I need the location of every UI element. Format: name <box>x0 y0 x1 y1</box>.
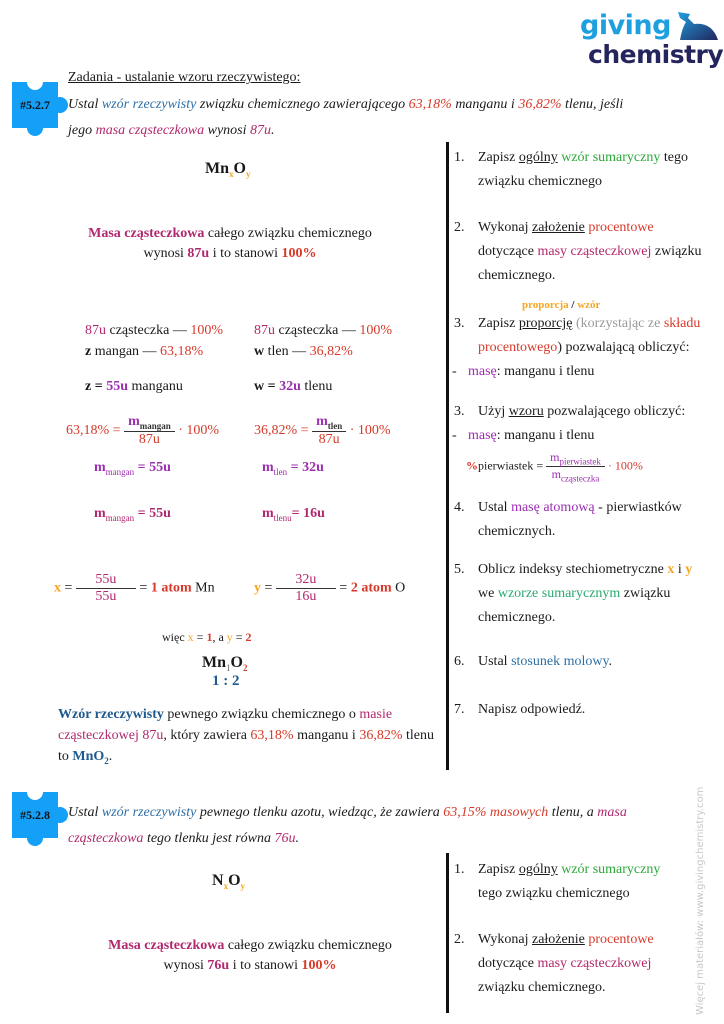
general-formula: $Mn_xO_y$ <box>205 160 251 180</box>
equation-oxygen: 36,82% = $\frac{m_{tlen}}{87u}$ · 100% <box>254 414 391 447</box>
step-1: 1. Zapisz ogólny wzór sumaryczny tego związku chemicznego <box>454 150 688 189</box>
task2-step-2: 2. Wykonaj założenie procentowe dotyczące masy cząsteczkowej związku chemicznego. <box>454 932 654 995</box>
step-5: 5. Oblicz indeksy stechiometryczne x i y we wzorze sumarycznym związku chemicznego. <box>454 562 693 625</box>
flask-icon <box>672 10 720 42</box>
task-number: #5.2.7 <box>20 97 50 112</box>
index-x-calc: x = $\frac{55u}{55u}$ = 1 atom Mn <box>54 572 215 604</box>
task2-step-1: 1. Zapisz ogólny wzór sumaryczny tego związku chemicznego <box>454 862 661 901</box>
equation-manganese: 63,18% = $\frac{m_{mangan}}{87u}$ · 100% <box>66 414 220 447</box>
atomic-mass-manganese: $m_{mangan} = 55u$ <box>94 506 171 523</box>
logo-line1: giving <box>580 10 671 41</box>
task2-text: Ustal wzór rzeczywisty pewnego tlenku azotu, wiedząc, że zawiera 63,15% masowych tlenu, a masa cząsteczkowa tego tlenku jest równa 76u. <box>68 805 627 846</box>
step-7: 7. Napisz odpowiedź. <box>454 702 586 717</box>
task-badge-puzzle <box>12 792 58 838</box>
conclusion-indices: więc x = 1, a y = 2 <box>162 630 252 644</box>
proportion-manganese: 87u cząsteczka — 100% z mangan — 63,18% z = 55u manganu <box>85 323 224 394</box>
task-badge-puzzle <box>12 82 58 128</box>
general-formula-2: $N_xO_y$ <box>212 872 246 892</box>
section-title: Zadania - ustalanie wzoru rzeczywistego: <box>68 70 301 85</box>
final-answer: Wzór rzeczywisty pewnego związku chemicznego o masie cząsteczkowej 87u, który zawiera 63,18% manganu i 36,82% tlenu to MnO$_2$. <box>58 707 434 766</box>
task1-text: Ustal wzór rzeczywisty związku chemicznego zawierającego 63,18% manganu i 36,82% tlenu, jeśli jego masa cząsteczkowa wynosi 87u. <box>68 97 624 138</box>
logo-line2: chemistry <box>588 40 724 69</box>
mass-oxygen-result: $m_{tlen} = 32u$ <box>262 460 324 477</box>
column-divider-2 <box>446 853 449 1013</box>
watermark: Więcej materiałów: www.givingchemistry.com <box>695 786 706 1015</box>
atomic-mass-oxygen: $m_{tlenu}= 16u$ <box>262 506 325 523</box>
step-4: 4. Ustal masę atomową - pierwiastków chemicznych. <box>454 500 682 539</box>
percent-formula: %pierwiastek = $\frac{m_{pierwiastek}}{m_{cząsteczka}}$ · 100% <box>466 450 643 484</box>
step-6: 6. Ustal stosunek molowy. <box>454 654 613 669</box>
mass-manganese-result: $m_{mangan} = 55u$ <box>94 460 171 477</box>
step-2: 2. Wykonaj założenie procentowe dotyczące masy cząsteczkowej związku chemicznego. <box>454 220 702 283</box>
molar-ratio: 1 : 2 <box>212 673 240 689</box>
index-y-calc: y = $\frac{32u}{16u}$ = 2 atom O <box>254 572 406 604</box>
column-divider <box>446 142 449 770</box>
result-formula: $Mn_1O_2$ <box>202 654 248 674</box>
molar-mass-statement: Masa cząsteczkowa całego związku chemicznego wynosi 87u i to stanowi 100% <box>88 226 372 261</box>
giving-chemistry-logo <box>580 10 724 72</box>
proportion-oxygen: 87u cząsteczka — 100% w tlen — 36,82% w = 32u tlenu <box>254 323 393 394</box>
step-3b: 3. Użyj wzoru pozwalającego obliczyć: - masę: manganu i tlenu <box>452 404 686 443</box>
step-3a: 3. Zapisz proporcję (korzystając ze składu procentowego) pozwalającą obliczyć: - masę: manganu i tlenu <box>452 316 701 379</box>
task-number: #5.2.8 <box>20 807 50 822</box>
molar-mass-statement-2: Masa cząsteczkowa całego związku chemicznego wynosi 76u i to stanowi 100% <box>108 938 392 973</box>
proportion-or-formula-label: proporcja / wzór <box>522 299 601 311</box>
